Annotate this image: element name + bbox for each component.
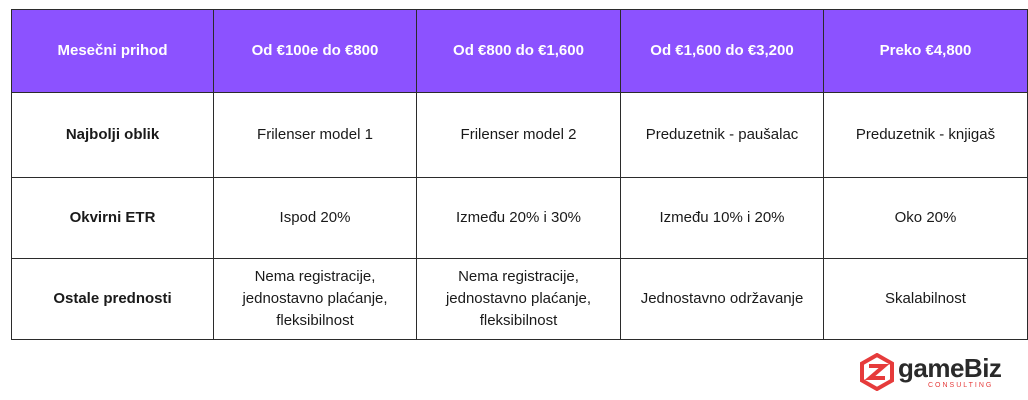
row-label: Okvirni ETR (12, 178, 214, 259)
table-cell: Nema registracije, jednostavno plaćanje, fleksibilnost (417, 259, 621, 340)
table-cell: Između 10% i 20% (621, 178, 824, 259)
gamebiz-logo (858, 353, 1018, 393)
header-range-3: Od €1,600 do €3,200 (621, 10, 824, 93)
table-cell: Frilenser model 2 (417, 93, 621, 178)
header-row (12, 10, 1028, 93)
table-cell: Između 20% i 30% (417, 178, 621, 259)
table-cell: Oko 20% (824, 178, 1028, 259)
table-cell: Frilenser model 1 (214, 93, 417, 178)
logo-tagline: CONSULTING (928, 382, 994, 389)
header-range-1: Od €100e do €800 (214, 10, 417, 93)
table-row (12, 259, 1028, 340)
hexagon-logo-icon (858, 353, 896, 391)
table-cell: Skalabilnost (824, 259, 1028, 340)
row-label: Ostale prednosti (12, 259, 214, 340)
header-range-4: Preko €4,800 (824, 10, 1028, 93)
table-row (12, 178, 1028, 259)
table-row (12, 93, 1028, 178)
table-cell: Preduzetnik - knjigaš (824, 93, 1028, 178)
header-monthly-income: Mesečni prihod (12, 10, 214, 93)
row-label: Najbolji oblik (12, 93, 214, 178)
table-cell: Ispod 20% (214, 178, 417, 259)
logo-wordmark: gameBiz (898, 353, 1002, 383)
table-cell: Preduzetnik - paušalac (621, 93, 824, 178)
comparison-table (11, 9, 1028, 340)
table-cell: Nema registracije, jednostavno plaćanje, fleksibilnost (214, 259, 417, 340)
table-cell: Jednostavno održavanje (621, 259, 824, 340)
header-range-2: Od €800 do €1,600 (417, 10, 621, 93)
